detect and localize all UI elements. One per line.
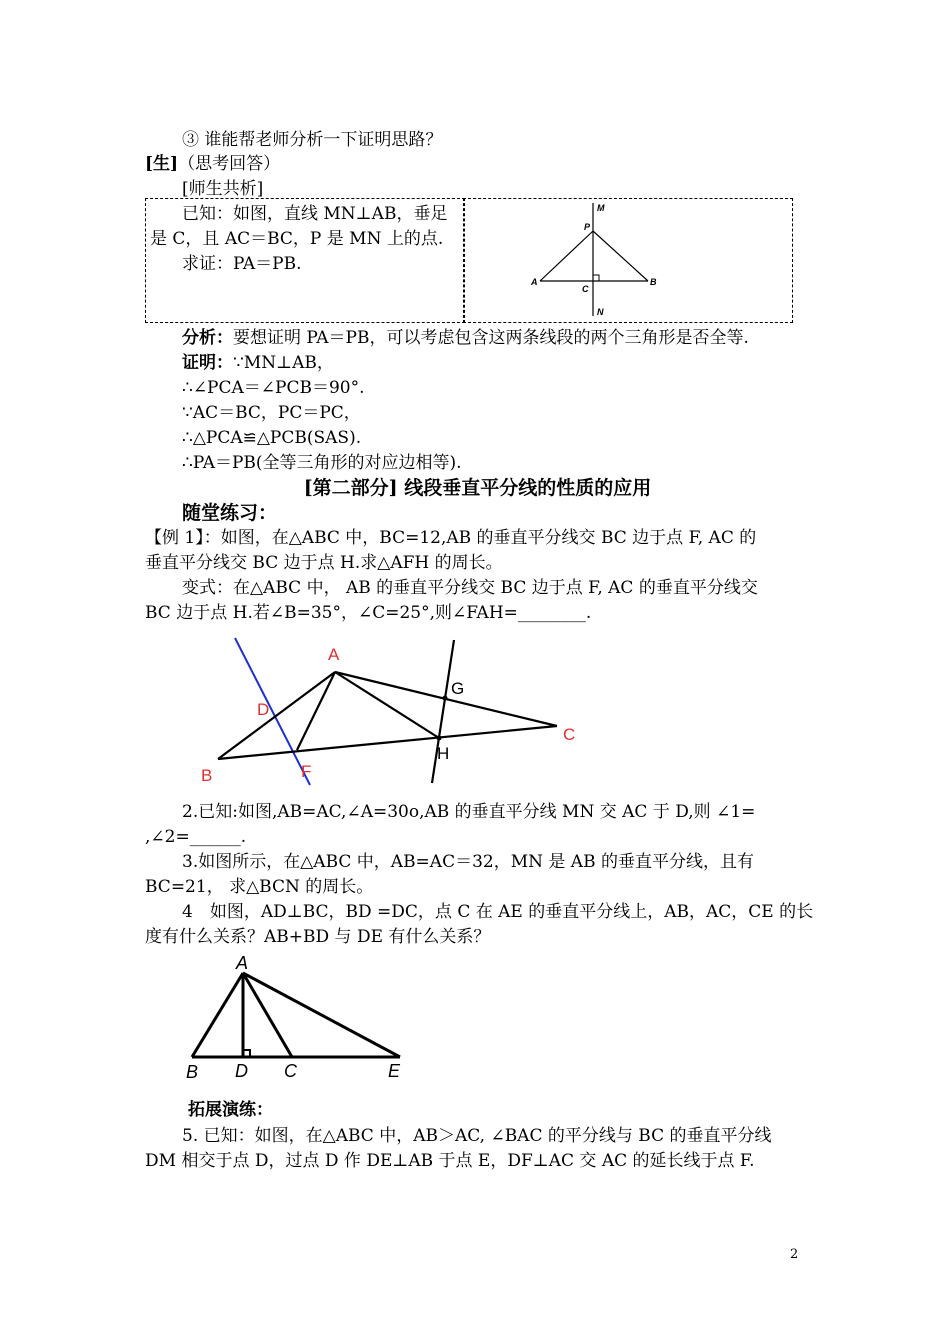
proof-step-4: ∴△PCA≌△PCB(SAS). — [182, 428, 362, 448]
proof-step-5: ∴PA＝PB(全等三角形的对应边相等). — [182, 453, 462, 473]
given-line-1: 已知：如图，直线 MN⊥AB，垂足 — [182, 204, 448, 224]
fig1-label-H: H — [437, 744, 450, 763]
label-P: P — [584, 222, 591, 232]
perpendicular-figure — [520, 198, 680, 323]
fig1-label-D: D — [257, 700, 270, 719]
proof-step-1: ∵MN⊥AB， — [233, 353, 334, 373]
fig1-label-B: B — [201, 766, 213, 785]
analysis-label: 分析： — [182, 328, 233, 348]
question-3-line-1: 3.如图所示，在△ABC 中，AB=AC＝32，MN 是 AB 的垂直平分线，且有 — [182, 852, 754, 872]
fig2-label-B: B — [186, 1062, 199, 1082]
analysis-line — [182, 326, 847, 350]
fig2-label-E: E — [388, 1061, 401, 1081]
fig1-label-A: A — [328, 645, 340, 664]
page-number: 2 — [790, 1247, 799, 1262]
label-B: B — [650, 277, 657, 287]
label-A: A — [531, 277, 538, 287]
triangle-bisector-figure — [195, 635, 595, 790]
proof-label: 证明： — [182, 353, 233, 373]
fig2-label-A: A — [236, 953, 249, 973]
question-3-line-2: BC=21， 求△BCN 的周长。 — [145, 877, 374, 897]
proof-line — [182, 351, 847, 375]
given-line-2: 是 C，且 AC＝BC，P 是 MN 上的点. — [150, 229, 444, 249]
analysis-text: 要想证明 PA＝PB，可以考虑包含这两条线段的两个三角形是否全等. — [233, 328, 749, 348]
student-note: （思考回答） — [178, 154, 281, 174]
fig2-label-D: D — [235, 1061, 248, 1081]
student-line — [145, 152, 810, 176]
student-tag: [生] — [145, 154, 179, 174]
example-1-line-1: 【例 1】：如图，在△ABC 中，BC=12,AB 的垂直平分线交 BC 边于点 F, AC 的 — [145, 528, 757, 548]
section-title: [第二部分] 线段垂直平分线的性质的应用 — [303, 477, 652, 499]
fig2-label-C: C — [284, 1061, 297, 1081]
label-M: M — [597, 203, 605, 213]
question-3: ③ 谁能帮老师分析一下证明思路？ — [182, 130, 443, 150]
extension-heading: 拓展演练： — [188, 1100, 273, 1120]
practice-heading: 随堂练习： — [182, 502, 278, 524]
fig1-label-G: G — [451, 679, 465, 698]
example-1-line-2: 垂直平分线交 BC 边于点 H.求△AFH 的周长。 — [145, 553, 503, 573]
triangle-ade-figure — [180, 950, 420, 1085]
label-C: C — [582, 284, 589, 294]
question-5-line-1: 5. 已知：如图，在△ABC 中，AB＞AC, ∠BAC 的平分线与 BC 的垂直平分线 — [182, 1126, 772, 1146]
label-N: N — [597, 307, 604, 317]
variant-line-1: 变式：在△ABC 中， AB 的垂直平分线交 BC 边于点 F, AC 的垂直平分线交 — [182, 578, 758, 598]
prove-line: 求证：PA＝PB. — [182, 254, 302, 274]
joint-analysis: [师生共析] — [182, 179, 264, 199]
proof-step-2: ∴∠PCA＝∠PCB＝90°. — [182, 378, 365, 398]
fig1-label-F: F — [301, 762, 312, 781]
question-4-line-2: 度有什么关系？AB+BD 与 DE 有什么关系？ — [145, 927, 491, 947]
variant-line-2: BC 边于点 H.若∠B=35°，∠C=25°,则∠FAH=________. — [145, 603, 592, 623]
question-4-line-1: 4 如图，AD⊥BC，BD =DC，点 C 在 AE 的垂直平分线上，AB，AC，CE 的长 — [182, 902, 814, 922]
fig1-label-C: C — [563, 725, 576, 744]
question-2-line-2: ,∠2=______. — [145, 827, 247, 847]
proof-step-3: ∵AC＝BC，PC＝PC， — [182, 403, 361, 423]
question-2-line-1: 2.已知:如图,AB=AC,∠A=30o,AB 的垂直平分线 MN 交 AC 于 D,则 ∠1= — [182, 802, 756, 822]
question-5-line-2: DM 相交于点 D，过点 D 作 DE⊥AB 于点 E，DF⊥AC 交 AC 的延长线于点 F. — [145, 1151, 755, 1171]
